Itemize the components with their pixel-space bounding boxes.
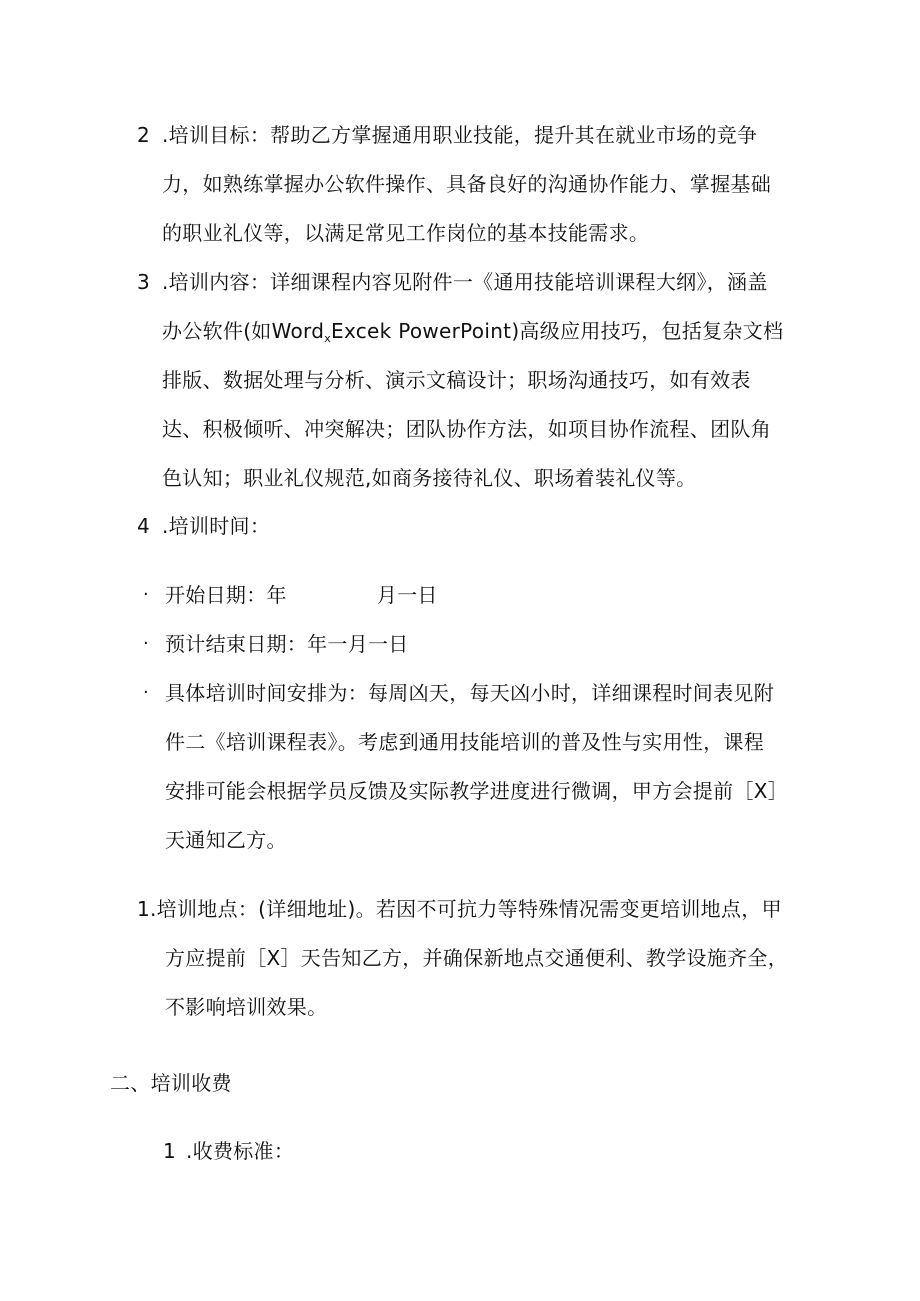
section-label: .收费标准： <box>186 1139 295 1163</box>
paragraph-line: .培训内容：详细课程内容见附件一《通用技能培训课程大纲》，涵盖 <box>162 270 768 294</box>
bullet-text: 预计结束日期：年一月一日 <box>165 632 409 656</box>
bullet-icon: · <box>143 633 149 654</box>
bullet-icon: · <box>143 682 149 703</box>
paragraph-line: 方应提前［X］天告知乙方，并确保新地点交通便利、教学设施齐全， <box>165 946 789 970</box>
bullet-text: 天通知乙方。 <box>165 828 287 852</box>
paragraph-line: 达、积极倾听、冲突解决；团队协作方法，如项目协作流程、团队角 <box>162 417 771 441</box>
item-number: 1 <box>163 1139 176 1163</box>
paragraph-line: 排版、数据处理与分析、演示文稿设计；职场沟通技巧，如有效表 <box>162 368 751 392</box>
paragraph-line: .培训目标：帮助乙方掌握通用职业技能，提升其在就业市场的竞争 <box>162 123 758 147</box>
item-number: 2 <box>137 123 150 147</box>
item-number: 4 <box>137 514 150 538</box>
bullet-icon: · <box>143 584 149 605</box>
paragraph-line: 的职业礼仪等，以满足常见工作岗位的基本技能需求。 <box>162 221 650 245</box>
paragraph-line: 色认知；职业礼仪规范,如商务接待礼仪、职场着装礼仪等。 <box>162 466 697 490</box>
bullet-text: 具体培训时间安排为：每周凶天，每天凶小时，详细课程时间表见附 <box>165 681 774 705</box>
bullet-text: 安排可能会根据学员反馈及实际教学进度进行微调，甲方会提前［X］ <box>165 779 789 803</box>
paragraph-line: 力，如熟练掌握办公软件操作、具备良好的沟通协作能力、掌握基础 <box>162 172 771 196</box>
paragraph-line: 不影响培训效果。 <box>165 995 328 1019</box>
paragraph-line: 办公软件(如Word$_x$Excek PowerPoint)高级应用技巧，包括复杂文档 <box>162 319 784 345</box>
bullet-text: 开始日期：年 月一日 <box>165 583 438 607</box>
section-heading: 二、培训收费 <box>110 1071 232 1095</box>
bullet-text: 件二《培训课程表》。考虑到通用技能培训的普及性与实用性，课程 <box>165 730 764 754</box>
paragraph-line: 1.培训地点：(详细地址)。若因不可抗力等特殊情况需变更培训地点，甲 <box>137 897 782 921</box>
section-label: .培训时间： <box>162 514 271 538</box>
item-number: 3 <box>137 270 150 294</box>
